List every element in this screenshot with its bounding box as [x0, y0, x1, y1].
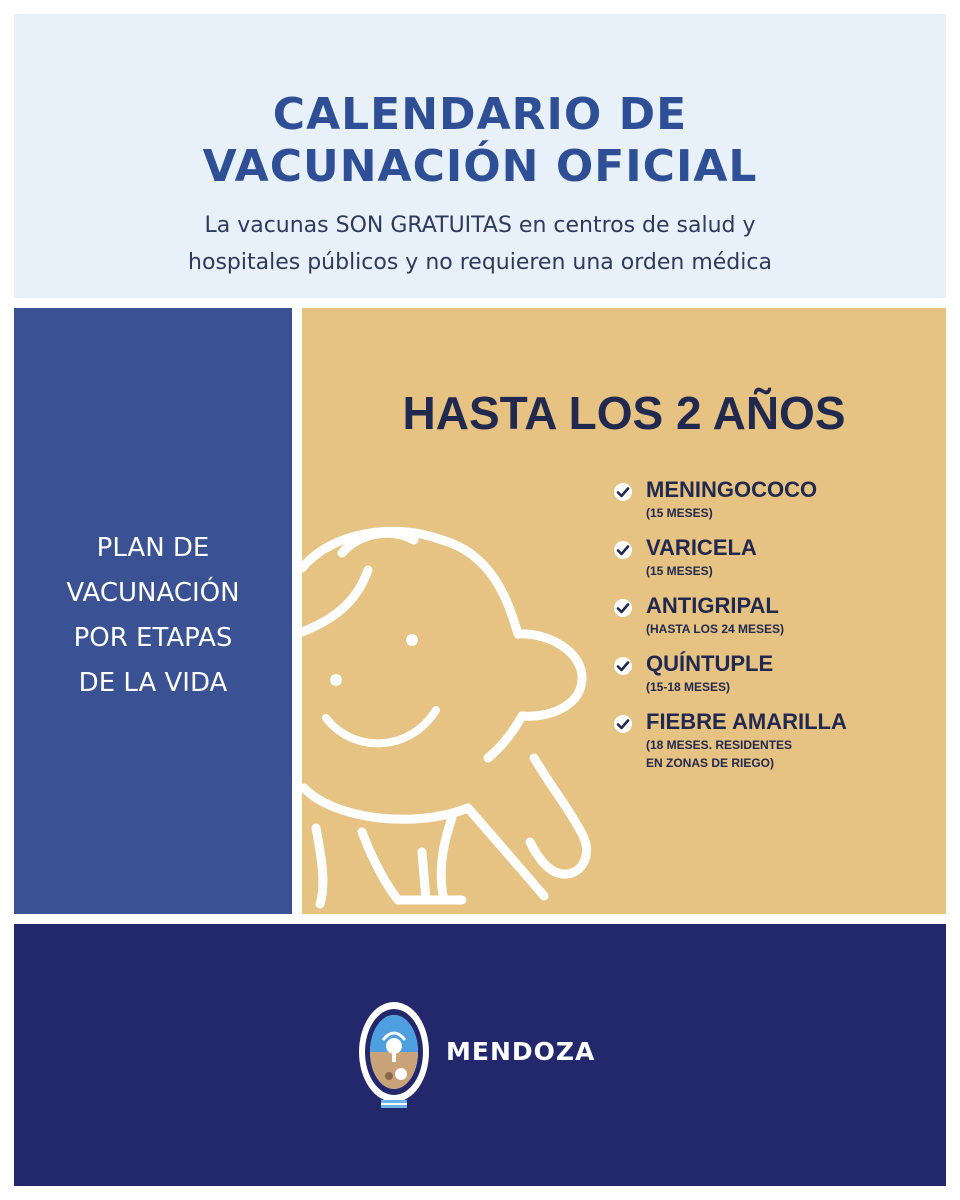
- vaccine-name: MENINGOCOCO: [646, 477, 818, 502]
- vaccine-detail: (18 MESES. RESIDENTES: [646, 738, 793, 752]
- vaccine-name: QUÍNTUPLE: [646, 651, 774, 676]
- vaccine-detail: (HASTA LOS 24 MESES): [646, 622, 785, 636]
- plan-sidebar: [14, 308, 292, 914]
- vaccine-list: [610, 476, 940, 772]
- check-circle-icon: [614, 599, 632, 617]
- vaccine-detail: (15 MESES): [646, 506, 713, 520]
- subtitle-line-1: La vacunas SON GRATUITAS en centros de salud y: [204, 213, 756, 238]
- vaccine-item-meningococo: [610, 476, 940, 522]
- header-panel: [14, 14, 946, 298]
- page-title-line-2: VACUNACIÓN OFICIAL: [202, 141, 758, 192]
- plan-label-line-3: POR ETAPAS: [73, 623, 233, 653]
- check-circle-icon: [614, 541, 632, 559]
- vaccine-name: FIEBRE AMARILLA: [646, 709, 847, 734]
- footer-panel: [14, 924, 946, 1186]
- vaccine-detail: (15 MESES): [646, 564, 713, 578]
- plan-label-line-4: DE LA VIDA: [78, 668, 228, 698]
- mendoza-coat-of-arms-icon: [355, 996, 433, 1114]
- stage-title: HASTA LOS 2 AÑOS: [402, 387, 846, 439]
- page-title: [14, 89, 946, 193]
- vaccine-item-varicela: [610, 534, 940, 580]
- subtitle: [14, 207, 946, 281]
- vaccine-name: VARICELA: [646, 535, 757, 560]
- vaccine-name: ANTIGRIPAL: [646, 593, 779, 618]
- stage-panel: [302, 308, 946, 914]
- vaccine-item-antigripal: [610, 592, 940, 638]
- vaccine-detail: EN ZONAS DE RIEGO): [646, 756, 775, 770]
- subtitle-line-2: hospitales públicos y no requieren una orden médica: [188, 250, 772, 275]
- plan-label-line-1: PLAN DE: [96, 533, 210, 563]
- page-title-line-1: CALENDARIO DE: [272, 89, 688, 140]
- vaccine-item-fiebre-amarilla: [610, 708, 940, 772]
- plan-label-line-2: VACUNACIÓN: [66, 578, 240, 608]
- brand-name: MENDOZA: [446, 1037, 596, 1066]
- check-circle-icon: [614, 657, 632, 675]
- vaccine-item-quintuple: [610, 650, 940, 696]
- check-circle-icon: [614, 715, 632, 733]
- vaccine-detail: (15-18 MESES): [646, 680, 731, 694]
- plan-label: [14, 526, 292, 706]
- baby-illustration-icon: [302, 508, 602, 914]
- check-circle-icon: [614, 483, 632, 501]
